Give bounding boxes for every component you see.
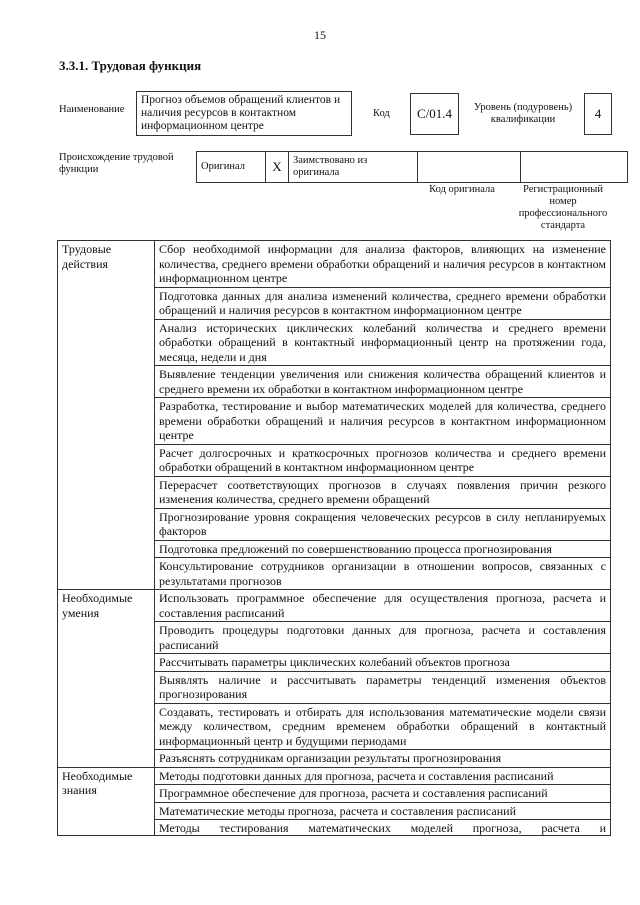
list-item: Расчет долгосрочных и краткосрочных прогнозов количества и среднего времени обработки обращений в контактном информационном центре bbox=[155, 444, 611, 476]
list-item-partial bbox=[155, 820, 611, 836]
code-value: C/01.4 bbox=[416, 106, 453, 121]
list-item: Программное обеспечение для прогноза, расчета и составления расписаний bbox=[155, 785, 611, 803]
list-item: Консультирование сотрудников организации в отношении вопросов, связанных с результатами прогнозов bbox=[155, 558, 611, 590]
list-item: Разъяснять сотрудникам организации результаты прогнозирования bbox=[155, 750, 611, 768]
original-mark: X bbox=[272, 159, 282, 174]
function-name-box bbox=[136, 91, 352, 136]
original-mark-cell bbox=[266, 152, 289, 183]
table-row bbox=[58, 241, 611, 288]
requirements-table bbox=[57, 240, 611, 836]
function-name-value: Прогноз объемов обращений клиентов и наличия ресурсов в контактном информационном центре bbox=[141, 94, 341, 132]
page-number: 15 bbox=[314, 28, 326, 42]
original-label: Оригинал bbox=[201, 161, 245, 172]
section-label-knowledge: Необходимые знания bbox=[58, 767, 155, 836]
code-label: Код bbox=[373, 108, 390, 119]
section-title: 3.3.1. Трудовая функция bbox=[59, 58, 202, 73]
list-item: Выявлять наличие и рассчитывать параметры тенденций изменения объектов прогнозирования bbox=[155, 671, 611, 703]
table-row bbox=[58, 767, 611, 785]
origin-label: Происхождение трудовой функции bbox=[59, 152, 174, 175]
level-value: 4 bbox=[594, 106, 602, 121]
list-item: Прогнозирование уровня сокращения человеческих ресурсов в силу непланируемых факторов bbox=[155, 508, 611, 540]
list-item: Методы подготовки данных для прогноза, расчета и составления расписаний bbox=[155, 767, 611, 785]
list-item-partial-text: Методы тестирования математических моделей прогноза, расчета и bbox=[159, 821, 606, 835]
list-item: Разработка, тестирование и выбор математических моделей для количества, среднего времени обработки обращений и наличия ресурсов в контактном информационном центре bbox=[155, 398, 611, 445]
list-item: Перерасчет соответствующих прогнозов в случаях появления причин резкого изменения количества, среднего времени обращений bbox=[155, 476, 611, 508]
list-item: Математические методы прогноза, расчета и составления расписаний bbox=[155, 802, 611, 820]
code-original-label: Код оригинала bbox=[429, 184, 495, 195]
borrowed-cell bbox=[289, 152, 418, 183]
list-item: Использовать программное обеспечение для осуществления прогноза, расчета и составления расписаний bbox=[155, 590, 611, 622]
reg-number-cell bbox=[521, 152, 628, 183]
level-box bbox=[584, 93, 612, 135]
level-label: Уровень (подуровень) квалификации bbox=[473, 102, 573, 125]
list-item: Создавать, тестировать и отбирать для использования математические модели связи между количеством, средним временем обработки обращений в контактный информационный центр и будущими периодами bbox=[155, 703, 611, 750]
list-item: Сбор необходимой информации для анализа факторов, влияющих на изменение количества, среднего времени обработки обращений и наличия ресурсов в контактном информационном центре bbox=[155, 241, 611, 288]
table-row bbox=[58, 590, 611, 622]
origin-table bbox=[196, 151, 628, 183]
original-cell bbox=[197, 152, 266, 183]
code-box bbox=[410, 93, 459, 135]
name-label: Наименование bbox=[59, 104, 125, 115]
borrowed-label: Заимствовано из оригинала bbox=[293, 155, 368, 178]
list-item: Проводить процедуры подготовки данных для прогноза, расчета и составления расписаний bbox=[155, 622, 611, 654]
section-label-actions: Трудовые действия bbox=[58, 241, 155, 590]
code-original-cell bbox=[418, 152, 521, 183]
section-label-skills: Необходимые умения bbox=[58, 590, 155, 768]
list-item: Подготовка данных для анализа изменений количества, среднего времени обработки обращений и наличия ресурсов в контактном информационном центре bbox=[155, 287, 611, 319]
reg-number-label: Регистрационный номер профессионального стандарта bbox=[518, 184, 608, 231]
list-item: Рассчитывать параметры циклических колебаний объектов прогноза bbox=[155, 654, 611, 672]
list-item: Выявление тенденции увеличения или снижения количества обращений клиентов и среднего времени их обработки в контактном информационном центре bbox=[155, 366, 611, 398]
list-item: Подготовка предложений по совершенствованию процесса прогнозирования bbox=[155, 540, 611, 558]
list-item: Анализ исторических циклических колебаний количества и среднего времени обработки обращений в контактный информационный центр на протяжении года, месяца, недели и дня bbox=[155, 319, 611, 366]
